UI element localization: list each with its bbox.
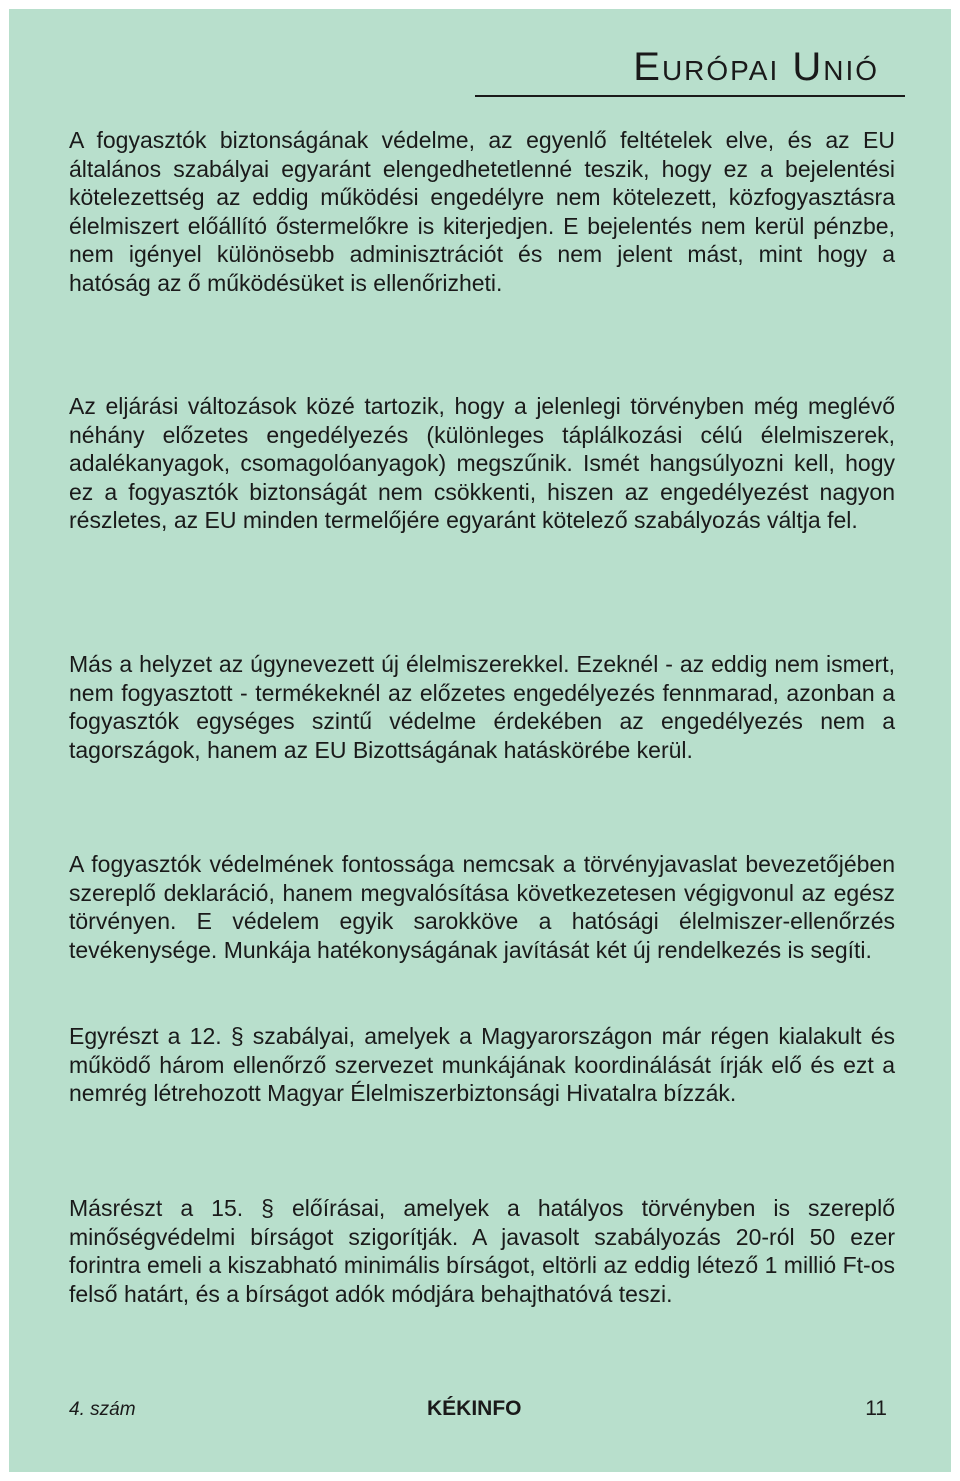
header-rule xyxy=(475,95,905,97)
footer-issue: 4. szám xyxy=(69,1399,136,1420)
page xyxy=(9,9,951,1472)
footer-publication: KÉKINFO xyxy=(427,1397,522,1420)
paragraph-1: A fogyasztók biztonságának védelme, az egyenlő feltételek elve, és az EU általános szabályai egyaránt elengedhetetlenné teszik, hogy ez a bejelentési kötelezettség az eddig működési engedélyre nem kötelezett, közfogyasztásra élelmiszert előállító őstermelőkre is kiterjedjen. E bejelentés nem kerül pénzbe, nem igényel különösebb adminisztrációt és nem jelent mást, mint hogy a hatóság az ő működésüket is ellenőrizheti. xyxy=(69,127,895,296)
footer-page-number: 11 xyxy=(865,1397,887,1420)
paragraph-3: Más a helyzet az úgynevezett új élelmiszerekkel. Ezeknél - az eddig nem ismert, nem fogyasztott - termékeknél az előzetes engedélyezés fennmarad, azonban a fogyasztók egységes szintű védelme érdekében az engedélyezés nem a tagországok, hanem az EU Bizottságának hatáskörébe kerül. xyxy=(69,651,895,763)
paragraph-2: Az eljárási változások közé tartozik, hogy a jelenlegi törvényben még meglévő néhány előzetes engedélyezés (különleges táplálkozási célú élelmiszerek, adalékanyagok, csomagolóanyagok) megszűnik. Ismét hangsúlyozni kell, hogy ez a fogyasztók biztonságát nem csökkenti, hiszen az engedélyezést nagyon részletes, az EU minden termelőjére egyaránt kötelező szabályozás váltja fel. xyxy=(69,393,895,534)
paragraph-5: Egyrészt a 12. § szabályai, amelyek a Magyarországon már régen kialakult és működő három ellenőrző szervezet munkájának koordinálását írják elő és ezt a nemrég létrehozott Magyar Élelmiszerbiztonsági Hivatalra bízzák. xyxy=(69,1023,895,1107)
section-header: Európai Unió xyxy=(633,45,879,89)
paragraph-6: Másrészt a 15. § előírásai, amelyek a hatályos törvényben is szereplő minőségvédelmi bírságot szigorítják. A javasolt szabályozás 20-ról 50 ezer forintra emeli a kiszabható minimális bírságot, eltörli az eddig létező 1 millió Ft-os felső határt, és a bírságot adók módjára behajthatóvá teszi. xyxy=(69,1195,895,1307)
paragraph-4: A fogyasztók védelmének fontossága nemcsak a törvényjavaslat bevezetőjében szereplő deklaráció, hanem megvalósítása következetesen végigvonul az egész törvényen. E védelem egyik sarokköve a hatósági élelmiszer-ellenőrzés tevékenysége. Munkája hatékonyságának javítását két új rendelkezés is segíti. xyxy=(69,851,895,963)
